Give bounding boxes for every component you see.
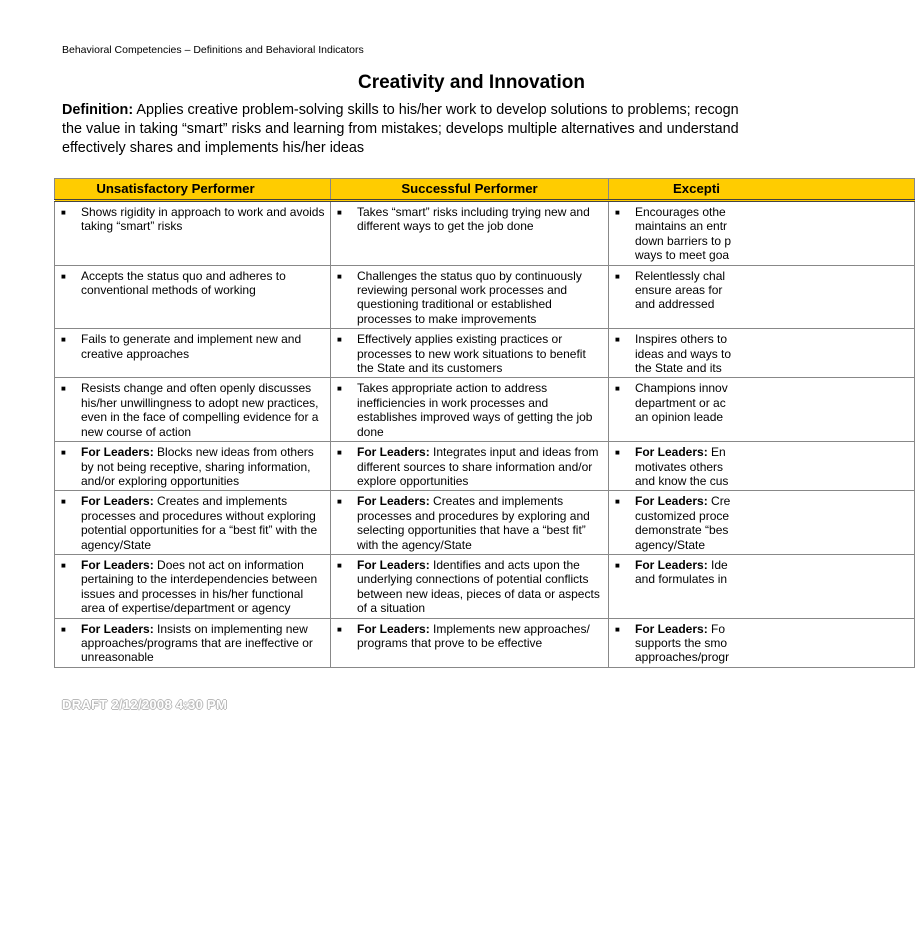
bullet-square-icon: ■ <box>615 497 620 507</box>
cell-line <box>357 509 604 523</box>
cell-line <box>635 205 910 219</box>
cell-line <box>635 234 910 248</box>
cell-exceptional <box>609 442 915 491</box>
cell-line <box>357 396 604 410</box>
cell-line <box>635 297 910 311</box>
cell-text <box>635 622 910 665</box>
cell-unsatisfactory <box>55 201 331 266</box>
cell-line <box>635 622 910 636</box>
document-header: Behavioral Competencies – Definitions and Behavioral Indicators <box>62 44 364 56</box>
cell-text <box>635 205 910 263</box>
cell-line <box>635 636 910 650</box>
cell-line <box>81 283 326 297</box>
cell-text <box>635 269 910 312</box>
cell-line <box>81 332 326 346</box>
cell-line <box>357 381 604 395</box>
cell-line <box>357 460 604 474</box>
column-header-exceptional: Excepti <box>609 179 915 201</box>
cell-text <box>81 332 326 361</box>
definition-line-2: the value in taking “smart” risks and learning from mistakes; develops multiple alternatives and understand <box>62 121 739 137</box>
bullet-square-icon: ■ <box>61 271 66 281</box>
line-text: creative approaches <box>81 346 190 361</box>
cell-exceptional <box>609 554 915 618</box>
bullet-square-icon: ■ <box>61 384 66 394</box>
cell-line <box>635 558 910 572</box>
line-text: Creates and implements <box>429 494 564 509</box>
line-text: different ways to get the job done <box>357 219 534 234</box>
line-text: Insists on implementing new <box>153 621 308 636</box>
cell-successful <box>331 618 609 667</box>
line-text: Fo <box>707 621 726 636</box>
cell-line <box>357 587 604 601</box>
line-text: conventional methods of working <box>81 283 256 298</box>
competency-table <box>54 178 915 668</box>
table-row <box>55 201 915 266</box>
cell-line <box>635 445 910 459</box>
bullet-square-icon: ■ <box>615 448 620 458</box>
line-text: processes and procedures by exploring and <box>357 508 590 523</box>
cell-line <box>635 332 910 346</box>
line-text: Accepts the status quo and adheres to <box>81 268 286 283</box>
line-text: new course of action <box>81 424 192 439</box>
cell-line <box>81 460 326 474</box>
cell-line <box>81 523 326 537</box>
cell-line <box>81 381 326 395</box>
line-text: customized proce <box>635 508 730 523</box>
cell-line <box>357 601 604 615</box>
cell-successful <box>331 378 609 442</box>
cell-text <box>357 381 604 439</box>
cell-exceptional <box>609 618 915 667</box>
cell-unsatisfactory <box>55 554 331 618</box>
line-text: underlying connections of potential conflicts <box>357 572 589 587</box>
line-text: Inspires others to <box>635 332 728 347</box>
line-text: taking “smart” risks <box>81 219 183 234</box>
line-text: demonstrate “bes <box>635 523 729 538</box>
line-text: explore opportunities <box>357 473 469 488</box>
line-text: and formulates in <box>635 572 728 587</box>
cell-line <box>81 396 326 410</box>
cell-line <box>357 297 604 311</box>
cell-line <box>81 445 326 459</box>
bullet-square-icon: ■ <box>337 335 342 345</box>
table-row <box>55 378 915 442</box>
bullet-square-icon: ■ <box>615 271 620 281</box>
leader-label: For Leaders: <box>357 557 430 572</box>
cell-line <box>81 410 326 424</box>
cell-line <box>357 425 604 439</box>
line-text: selecting opportunities that have a “best fit” <box>357 523 586 538</box>
cell-line <box>81 622 326 636</box>
line-text: issues and processes in his/her functional <box>81 586 304 601</box>
cell-line <box>635 474 910 488</box>
leader-label: For Leaders: <box>635 445 708 460</box>
bullet-square-icon: ■ <box>61 335 66 345</box>
cell-line <box>81 219 326 233</box>
line-text: ways to meet goa <box>635 248 730 263</box>
line-text: potential opportunities for a “best fit” with the <box>81 523 318 538</box>
line-text: done <box>357 424 384 439</box>
cell-line <box>357 474 604 488</box>
cell-text <box>357 494 604 552</box>
leader-label: For Leaders: <box>81 557 154 572</box>
cell-text <box>81 381 326 439</box>
cell-line <box>357 312 604 326</box>
cell-line <box>357 622 604 636</box>
leader-label: For Leaders: <box>81 494 154 509</box>
line-text: Relentlessly chal <box>635 268 726 283</box>
draft-watermark: DRAFT 2/12/2008 4:30 PM <box>62 697 228 712</box>
line-text: Takes “smart” risks including trying new and <box>357 205 590 219</box>
line-text: reviewing personal work processes and <box>357 283 568 298</box>
cell-line <box>635 572 910 586</box>
cell-line <box>635 283 910 297</box>
line-text: even in the face of compelling evidence for a <box>81 410 319 425</box>
line-text: his/her unwillingness to adopt new practices, <box>81 395 319 410</box>
cell-line <box>81 572 326 586</box>
line-text: establishes improved ways of getting the job <box>357 410 593 425</box>
cell-unsatisfactory <box>55 378 331 442</box>
line-text: the State and its <box>635 361 722 376</box>
line-text: inefficiencies in work processes and <box>357 395 549 410</box>
cell-line <box>635 248 910 262</box>
bullet-square-icon: ■ <box>61 624 66 634</box>
table-row <box>55 329 915 378</box>
cell-line <box>357 269 604 283</box>
line-text: En <box>707 445 726 460</box>
cell-text <box>635 494 910 552</box>
line-text: Does not act on information <box>153 557 304 572</box>
leader-label: For Leaders: <box>357 494 430 509</box>
bullet-square-icon: ■ <box>615 384 620 394</box>
line-text: department or ac <box>635 395 726 410</box>
cell-text <box>81 269 326 298</box>
cell-unsatisfactory <box>55 618 331 667</box>
cell-line <box>81 601 326 615</box>
definition-label: Definition: <box>62 102 134 118</box>
cell-successful <box>331 442 609 491</box>
cell-line <box>635 347 910 361</box>
table-row <box>55 442 915 491</box>
cell-line <box>635 460 910 474</box>
cell-text <box>357 205 604 234</box>
line-text: and know the cus <box>635 473 729 488</box>
cell-line <box>357 572 604 586</box>
cell-successful <box>331 201 609 266</box>
bullet-square-icon: ■ <box>337 208 342 217</box>
cell-exceptional <box>609 329 915 378</box>
cell-line <box>357 445 604 459</box>
line-text: different sources to share information and/or <box>357 459 593 474</box>
cell-line <box>357 283 604 297</box>
cell-unsatisfactory <box>55 491 331 555</box>
line-text: processes to new work situations to benefit <box>357 346 586 361</box>
table-row <box>55 491 915 555</box>
line-text: approaches/progr <box>635 650 730 665</box>
line-text: with the agency/State <box>357 537 472 552</box>
cell-line <box>81 425 326 439</box>
bullet-square-icon: ■ <box>615 624 620 634</box>
line-text: Fails to generate and implement new and <box>81 332 302 347</box>
cell-text <box>81 494 326 552</box>
table-body <box>55 201 915 668</box>
cell-text <box>635 332 910 375</box>
line-text: Creates and implements <box>153 494 288 509</box>
line-text: ensure areas for <box>635 283 723 298</box>
cell-line <box>635 410 910 424</box>
cell-line <box>81 494 326 508</box>
line-text: the State and its customers <box>357 361 503 376</box>
cell-line <box>635 509 910 523</box>
line-text: approaches/programs that are ineffective or <box>81 635 313 650</box>
line-text: down barriers to p <box>635 233 732 248</box>
bullet-square-icon: ■ <box>337 448 342 458</box>
cell-successful <box>331 329 609 378</box>
cell-line <box>635 523 910 537</box>
cell-line <box>81 558 326 572</box>
cell-text <box>357 622 604 651</box>
leader-label: For Leaders: <box>81 621 154 636</box>
cell-line <box>635 381 910 395</box>
line-text: Ide <box>707 557 728 572</box>
line-text: Champions innov <box>635 381 728 396</box>
bullet-square-icon: ■ <box>61 497 66 507</box>
leader-label: For Leaders: <box>357 621 430 636</box>
definition-line-1: Applies creative problem-solving skills to his/her work to develop solutions to problems; recogn <box>136 102 739 118</box>
line-text: ideas and ways to <box>635 346 732 361</box>
bullet-square-icon: ■ <box>61 448 66 458</box>
cell-line <box>357 219 604 233</box>
cell-line <box>81 636 326 650</box>
cell-text <box>635 381 910 424</box>
cell-line <box>357 332 604 346</box>
bullet-square-icon: ■ <box>61 208 66 217</box>
cell-line <box>357 538 604 552</box>
cell-line <box>357 558 604 572</box>
line-text: agency/State <box>635 537 706 552</box>
line-text: Takes appropriate action to address <box>357 381 548 396</box>
line-text: processes to make improvements <box>357 311 537 326</box>
cell-line <box>81 205 326 219</box>
definition-line-3: effectively shares and implements his/her ideas <box>62 140 365 156</box>
table-row <box>55 265 915 329</box>
cell-line <box>635 650 910 664</box>
page-title: Creativity and Innovation <box>358 72 585 93</box>
line-text: agency/State <box>81 537 152 552</box>
line-text: Blocks new ideas from others <box>153 445 314 460</box>
line-text: supports the smo <box>635 635 728 650</box>
cell-text <box>635 558 910 587</box>
bullet-square-icon: ■ <box>615 560 620 570</box>
cell-line <box>357 636 604 650</box>
cell-exceptional <box>609 491 915 555</box>
leader-label: For Leaders: <box>357 445 430 460</box>
line-text: an opinion leade <box>635 410 724 425</box>
cell-text <box>81 558 326 616</box>
cell-text <box>81 622 326 665</box>
cell-text <box>635 445 910 488</box>
cell-line <box>357 523 604 537</box>
cell-line <box>81 650 326 664</box>
leader-label: For Leaders: <box>635 557 708 572</box>
cell-text <box>357 332 604 375</box>
bullet-square-icon: ■ <box>337 560 342 570</box>
cell-successful <box>331 491 609 555</box>
cell-unsatisfactory <box>55 442 331 491</box>
line-text: processes and procedures without exploring <box>81 508 316 523</box>
line-text: Integrates input and ideas from <box>429 445 599 460</box>
line-text: and addressed <box>635 297 715 312</box>
bullet-square-icon: ■ <box>337 384 342 394</box>
cell-successful <box>331 265 609 329</box>
cell-exceptional <box>609 378 915 442</box>
cell-line <box>635 396 910 410</box>
cell-line <box>81 347 326 361</box>
cell-line <box>357 347 604 361</box>
bullet-square-icon: ■ <box>337 271 342 281</box>
cell-text <box>81 205 326 234</box>
bullet-square-icon: ■ <box>615 208 620 217</box>
cell-line <box>357 494 604 508</box>
cell-line <box>635 269 910 283</box>
line-text: between new ideas, pieces of data or aspects <box>357 586 600 601</box>
cell-line <box>357 410 604 424</box>
cell-exceptional <box>609 265 915 329</box>
line-text: Implements new approaches/ <box>429 621 590 636</box>
cell-line <box>81 587 326 601</box>
cell-line <box>81 509 326 523</box>
line-text: Encourages othe <box>635 205 726 219</box>
line-text: maintains an entr <box>635 219 728 234</box>
line-text: Effectively applies existing practices or <box>357 332 563 347</box>
cell-line <box>81 474 326 488</box>
line-text: programs that prove to be effective <box>357 635 543 650</box>
line-text: area of expertise/department or agency <box>81 601 291 616</box>
bullet-square-icon: ■ <box>615 335 620 345</box>
column-header-successful: Successful Performer <box>331 179 609 201</box>
line-text: pertaining to the interdependencies between <box>81 572 318 587</box>
cell-line <box>357 361 604 375</box>
cell-unsatisfactory <box>55 265 331 329</box>
column-header-unsatisfactory: Unsatisfactory Performer <box>55 179 331 201</box>
table-row <box>55 554 915 618</box>
table-row <box>55 618 915 667</box>
cell-line <box>81 538 326 552</box>
cell-text <box>357 445 604 488</box>
table-header-row <box>55 179 915 201</box>
cell-line <box>635 494 910 508</box>
cell-exceptional <box>609 201 915 266</box>
cell-line <box>635 219 910 233</box>
line-text: Identifies and acts upon the <box>429 557 580 572</box>
definition-block <box>62 101 762 158</box>
bullet-square-icon: ■ <box>337 497 342 507</box>
line-text: Challenges the status quo by continuously <box>357 268 582 283</box>
cell-line <box>635 361 910 375</box>
cell-line <box>635 538 910 552</box>
line-text: Shows rigidity in approach to work and avoids <box>81 205 325 219</box>
bullet-square-icon: ■ <box>61 560 66 570</box>
cell-line <box>81 269 326 283</box>
line-text: by not being receptive, sharing information, <box>81 459 311 474</box>
line-text: questioning traditional or established <box>357 297 552 312</box>
bullet-square-icon: ■ <box>337 624 342 634</box>
line-text: Cre <box>707 494 731 509</box>
cell-unsatisfactory <box>55 329 331 378</box>
cell-text <box>357 269 604 327</box>
leader-label: For Leaders: <box>81 445 154 460</box>
line-text: Resists change and often openly discusses <box>81 381 312 396</box>
line-text: unreasonable <box>81 650 154 665</box>
cell-text <box>81 445 326 488</box>
line-text: motivates others <box>635 459 724 474</box>
cell-text <box>357 558 604 616</box>
leader-label: For Leaders: <box>635 494 708 509</box>
cell-line <box>357 205 604 219</box>
leader-label: For Leaders: <box>635 621 708 636</box>
line-text: and/or exploring opportunities <box>81 473 240 488</box>
cell-successful <box>331 554 609 618</box>
line-text: of a situation <box>357 601 426 616</box>
